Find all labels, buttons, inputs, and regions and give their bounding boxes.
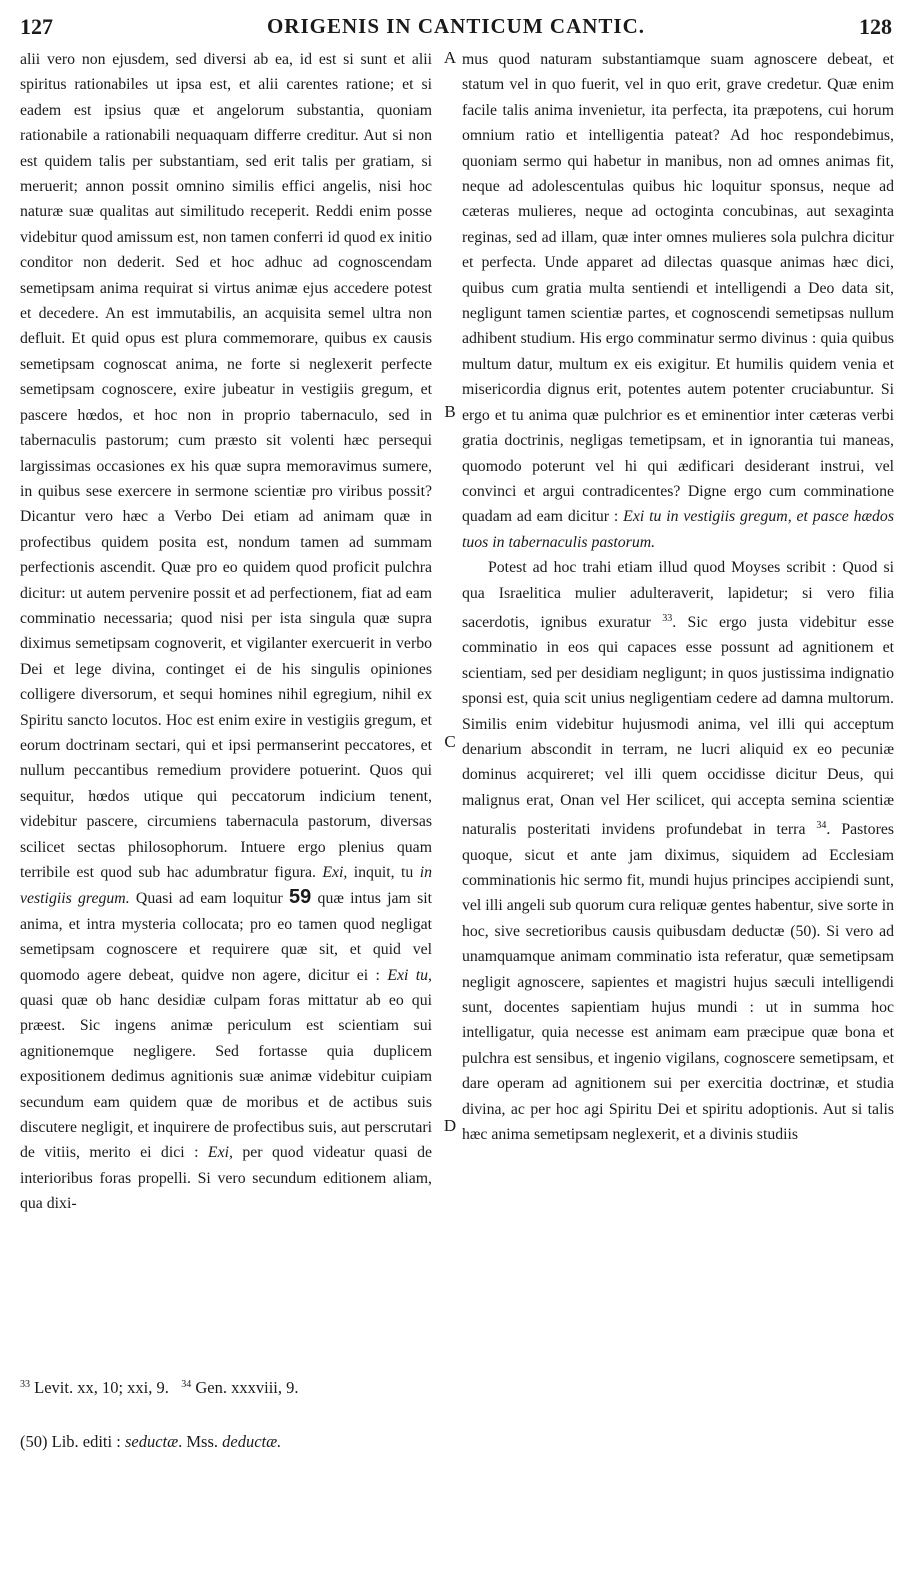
italic-run: Exi tu in vestigiis gregum, et pasce hædos tuos in tabernaculis pastorum. bbox=[462, 508, 894, 551]
footnote-mark-34: 34 bbox=[181, 1379, 192, 1390]
text-run: Potest ad hoc trahi etiam illud quod Moyses scribit : Quod si qua Israelitica mulier adulteraverit, lapidetur; si vero filia sacerdotis, ignibus exuratur bbox=[462, 559, 894, 631]
margin-marker-c: C bbox=[444, 732, 456, 751]
page-number-right: 128 bbox=[859, 14, 892, 39]
text-run: . Sic ergo justa videbitur esse comminatio in eos qui capaces esse possunt ad agnitionem et scientiam, sed per desidiam negligunt; in quos justissima indignatio sponsi est, quia scit unius negligentiam cedere ad damna multorum. Similis enim videbitur hujusmodi anima, vel illi qui acceptum denarium abscondit in terram, ne lucri aliquid ex eo pecuniæ dominus acquireret; vel illi quem occidisse dicitur Deus, qui malignus erat, Onan vel Her scilicet, qui accepta semina scientiæ naturalis posteritati invidens profundebat in terra bbox=[462, 613, 894, 839]
text-run: alii vero non ejusdem, sed diversi ab ea, id est si sunt et alii spiritus rationabiles ut ipsa est, et alii carentes ratione; et si eadem est ipsius quæ et angelorum substantia, quoniam rationabile a rationabili nequaquam differre creditur. Aut si non est quidem talis per substantiam, sed erit talis per gratiam, si meruerit; annon possit omnino similis effici angelis, nisi hoc naturæ suæ qualitas aut similitudo receperit. Reddi enim posse videbitur quod amissum est, non tamen conferri id quod ex initio conditor non dederit. Sed et hoc adhuc ad cognoscendam semetipsam anima requirat si virtus animæ ejus accedere potest et decedere. An est immutabilis, an acquisita semel ultra non defluit. Et quid opus est plura commemorare, quibus ex causis semetipsam cognoscat anima, ne forte si neglexerit perfecte semetipsam cognoscere, exire jubeatur in vestigiis gregum, et pascere hœdos, et hoc non in proprio tabernaculo, sed in tabernaculis pastorum; cum præsto sit volenti hæc persequi largissimas occasiones ex his quæ supra memoravimus sumere, in quibus sese exercere in sermone scientiæ pro viribus possit? Dicantur vero hæc a Verbo Dei etiam ad animam quæ in profectibus quidem posita est, nondum tamen ad summam perfectionis ascendit. Quæ pro eo quidem quod proficit pulchra dicitur: ut autem pervenire possit et ad perfectionem, fiat ad eam comminatio necessaria; quod nisi per ista singula quæ supra diximus semetipsam cognoverit, et vigilanter exercuerit in verbo Dei et lege divina, continget ei de his singulis opiniones colligere diversorum, et sequi homines nihil egregium, nihil ex Spiritu sancto locutos. Hoc est enim exire in vestigiis gregum, et eorum doctrinam sectari, qui et ipsi permanserint peccatores, et nullum peccantibus remedium providere potuerint. Quos qui sequitur, hœdos utique qui peccatorum indicium tenent, videbitur pascere, circumiens tabernacula pastorum, diversas scilicet sectas philosophorum. Intuere ergo plenius quam terribile est quod sub hac adumbratur figura. bbox=[20, 51, 432, 881]
right-paragraph-2 bbox=[462, 555, 894, 1147]
running-title: ORIGENIS IN CANTICUM CANTIC. bbox=[266, 14, 646, 38]
text-run: Quasi ad eam loquitur bbox=[129, 890, 290, 908]
margin-marker-b: B bbox=[444, 402, 456, 421]
left-paragraph bbox=[20, 47, 432, 1217]
italic-run: Exi, bbox=[207, 1144, 233, 1162]
footnote-variant-50 bbox=[20, 1432, 281, 1452]
footnotes-scripture bbox=[20, 1378, 299, 1398]
text-run: . Mss. bbox=[178, 1432, 223, 1451]
left-column bbox=[20, 47, 432, 1217]
text-run: quæ intus jam sit anima, et intra mysteria collocata; pro eo tamen quod negligat semetipsam cognoscere et requirere quæ sit, et quid vel quomodo agere debeat, quidve non agere, dicitur ei : bbox=[20, 890, 432, 984]
margin-marker-d: D bbox=[443, 1116, 457, 1135]
italic-run: in vestigiis gregum. bbox=[20, 864, 432, 908]
text-run: . Pastores quoque, sicut et ante jam diximus, siquidem ad Ecclesiam comminationis hic sermo fit, mundi hujus principes accipiendi sunt, vel illi angeli sub quorum cura reliquæ gentes habentur, sive sorte in hoc, sive secretioribus causis quibusdam deductæ (50). Si vero ad unamquamque animam comminatio ista referatur, quæ semetipsam negligit agnoscere, sapientes et magistri hujus sæculi intelligendi sunt, docentes sapientiam hujus mundi : ut in summa hoc intelligatur, quia necesse est animam eam præcipue quæ bona et pulchra est sensibus, et ingenio vigilans, cognoscere semetipsam, et dare operam ad agnitionem sui per exercitia doctrinæ, et studia divina, ac per hoc agi Spiritu Dei et spiritu adoptionis. Aut si talis hæc anima semetipsam neglexerit, et a divinis studiis bbox=[462, 821, 894, 1144]
right-column bbox=[462, 47, 894, 1147]
text-run: per quod videatur quasi de interioribus foras propelli. Si vero secundum editionem aliam, qua dixi- bbox=[20, 1144, 432, 1213]
italic-run: Exi tu, bbox=[387, 966, 432, 984]
text-run: quasi quæ ob hanc desidiæ culpam foras mittatur ab eo qui præest. Sic ingens animæ periculum est scientiam sui agnitionemque negligere. Sed fortasse quia duplicem expositionem dedimus agnitionis suæ animæ videbitur cuipiam secundum eam quidem quæ de moribus et de actibus suis discutere negligit, et inquirere de profectibus suis, aut perscrutari de vitiis, merito ei dici : bbox=[20, 992, 432, 1162]
page-header bbox=[20, 14, 892, 42]
right-paragraph-1 bbox=[462, 47, 894, 555]
margin-marker-a: A bbox=[443, 48, 457, 67]
text-run: inquit, tu bbox=[347, 864, 420, 881]
italic-run: seductæ bbox=[124, 1432, 179, 1451]
column-number-59: 59 bbox=[289, 886, 312, 909]
footnote-ref-33[interactable]: 33 bbox=[662, 612, 673, 624]
footnote-ref-34[interactable]: 34 bbox=[816, 820, 827, 832]
page-number-left: 127 bbox=[20, 14, 53, 39]
footnote-mark-33: 33 bbox=[20, 1379, 30, 1390]
italic-run: deductæ. bbox=[222, 1432, 282, 1451]
footnote-text-34: Gen. xxxviii, 9. bbox=[191, 1378, 299, 1397]
footnote-text-50: (50) Lib. editi : bbox=[20, 1432, 125, 1451]
italic-run: Exi, bbox=[322, 864, 348, 881]
text-run: mus quod naturam substantiamque suam agnoscere debeat, et statum vel in quo fuerit, vel in quo erit, grave credetur. Quæ enim facile talis anima invenietur, ita perfecta, ita præpotens, cui horum omnium ratio et intelligentia pateat? Ad hoc respondebimus, quoniam sermo qui habetur in manibus, non ad omnes animas fit, neque ad adolescentulas quibus hic loquitur sponsus, neque ad cæteras mulieres, neque ad octoginta concubinas, aut sexaginta reginas, sed ad illam, quæ inter omnes mulieres sola pulchra dicitur et perfecta. Unde apparet ad dilectas quasque animas hæc dici, quibus cum gratia multa sentiendi et intelligendi a Deo data sit, negligunt tamen scientiæ partes, et cognoscendi semetipsas nullum adhibent studium. His ergo comminatur sermo divinus : quia quibus multum datur, multum ex eis exigitur. Et humilis quidem venia et misericordia dignus erit, potentes autem potenter cruciabuntur. Si ergo et tu anima quæ pulchrior es et eminentior inter cæteras verbi gratia doctrinis, negligas temetipsam, et in ignorantia tui maneas, quomodo poterunt vel hi qui ædificari desiderant instrui, vel convinci et argui contradicentes? Digne ergo cum comminatione quadam ad eam dicitur : bbox=[462, 51, 894, 526]
footnote-text-33: Levit. xx, 10; xxi, 9. bbox=[30, 1378, 169, 1397]
